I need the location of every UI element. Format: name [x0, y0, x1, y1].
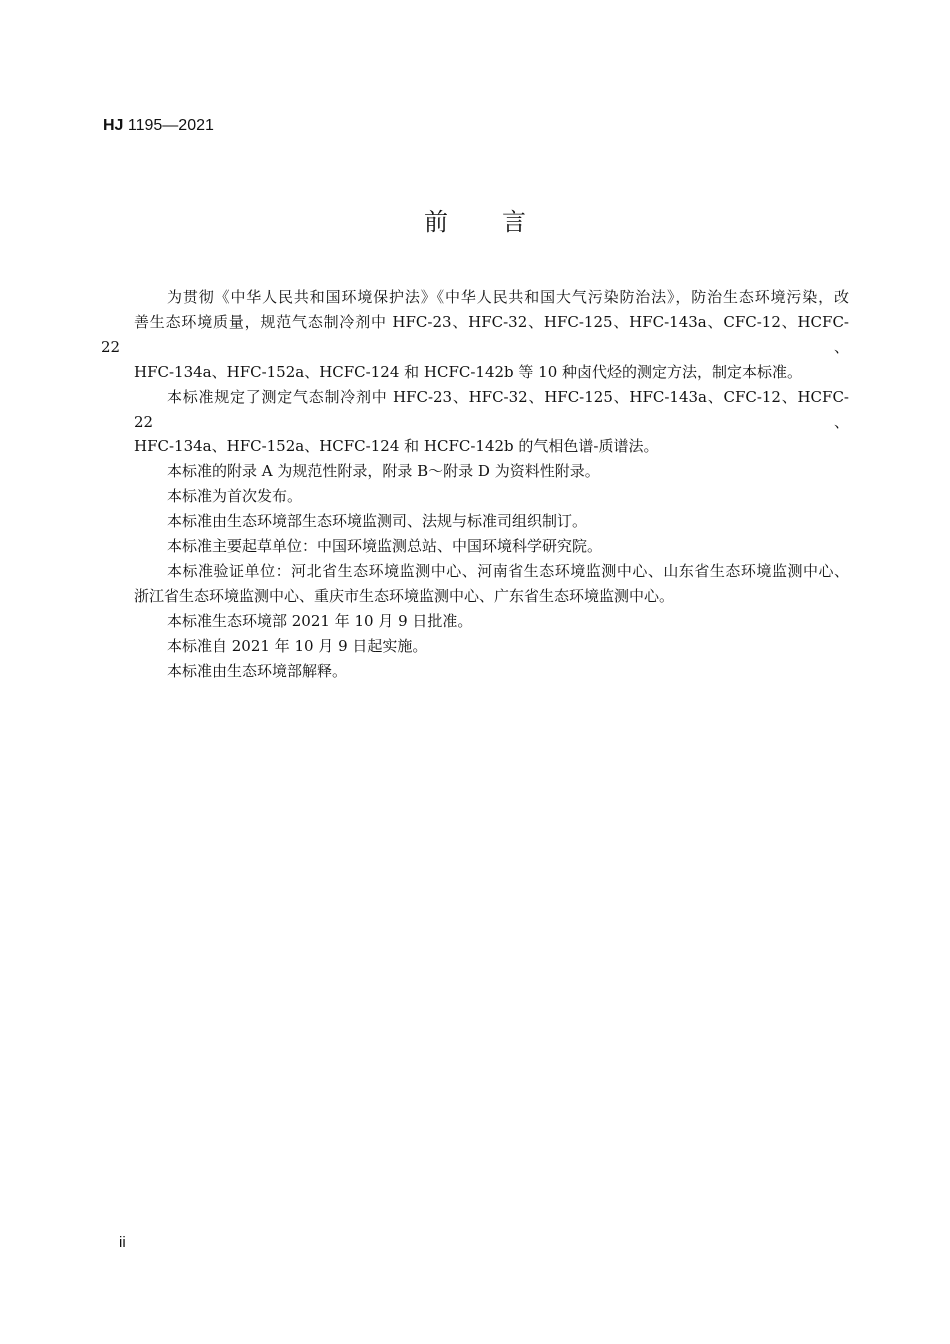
text-line: 本标准主要起草单位：中国环境监测总站、中国环境科学研究院。 [167, 537, 603, 556]
text-line: 本标准为首次发布。 [167, 487, 303, 506]
paragraph-purpose [101, 285, 849, 385]
text-line: 本标准验证单位：河北省生态环境监测中心、河南省生态环境监测中心、山东省生态环境监测中心、 [167, 561, 849, 580]
paragraph-first-release [101, 484, 849, 509]
text-line: 本标准由生态环境部生态环境监测司、法规与标准司组织制订。 [167, 512, 588, 531]
page-number: ii [119, 1234, 126, 1251]
standard-code-number: 1195—2021 [123, 117, 214, 134]
text-line: 为贯彻《中华人民共和国环境保护法》《中华人民共和国大气污染防治法》，防治生态环境污染，改 [167, 288, 849, 306]
text-line: 浙江省生态环境监测中心、重庆市生态环境监测中心、广东省生态环境监测中心。 [134, 586, 675, 605]
paragraph-organizer [101, 509, 849, 534]
text-line: HFC-134a、HFC-152a、HCFC-124 和 HCFC-142b 的气相色谱-质谱法。 [134, 437, 659, 456]
standard-code [103, 116, 214, 136]
paragraph-drafting-units [101, 534, 849, 559]
foreword-body [101, 285, 849, 684]
text-line: 本标准自 2021 年 10 月 9 日起实施。 [167, 636, 428, 655]
page-title: 前言 [424, 208, 580, 236]
text-line: 本标准生态环境部 2021 年 10 月 9 日批准。 [167, 611, 473, 630]
text-line: 本标准的附录 A 为规范性附录，附录 B～附录 D 为资料性附录。 [167, 462, 600, 481]
paragraph-scope [101, 385, 849, 460]
text-line: 本标准规定了测定气态制冷剂中 HFC-23、HFC-32、HFC-125、HFC-143a、CFC-12、HCFC-22、 [134, 387, 849, 431]
paragraph-interpretation [101, 659, 849, 684]
text-line: 本标准由生态环境部解释。 [167, 661, 348, 680]
paragraph-appendices [101, 459, 849, 484]
text-line: HFC-134a、HFC-152a、HCFC-124 和 HCFC-142b 等 10 种卤代烃的测定方法，制定本标准。 [134, 362, 803, 381]
paragraph-approval [101, 609, 849, 634]
text-line: 善生态环境质量，规范气态制冷剂中 HFC-23、HFC-32、HFC-125、HFC-143a、CFC-12、HCFC-22、 [101, 312, 849, 356]
standard-code-prefix: HJ [103, 117, 124, 134]
paragraph-verification-units [101, 559, 849, 609]
paragraph-effective-date [101, 634, 849, 659]
